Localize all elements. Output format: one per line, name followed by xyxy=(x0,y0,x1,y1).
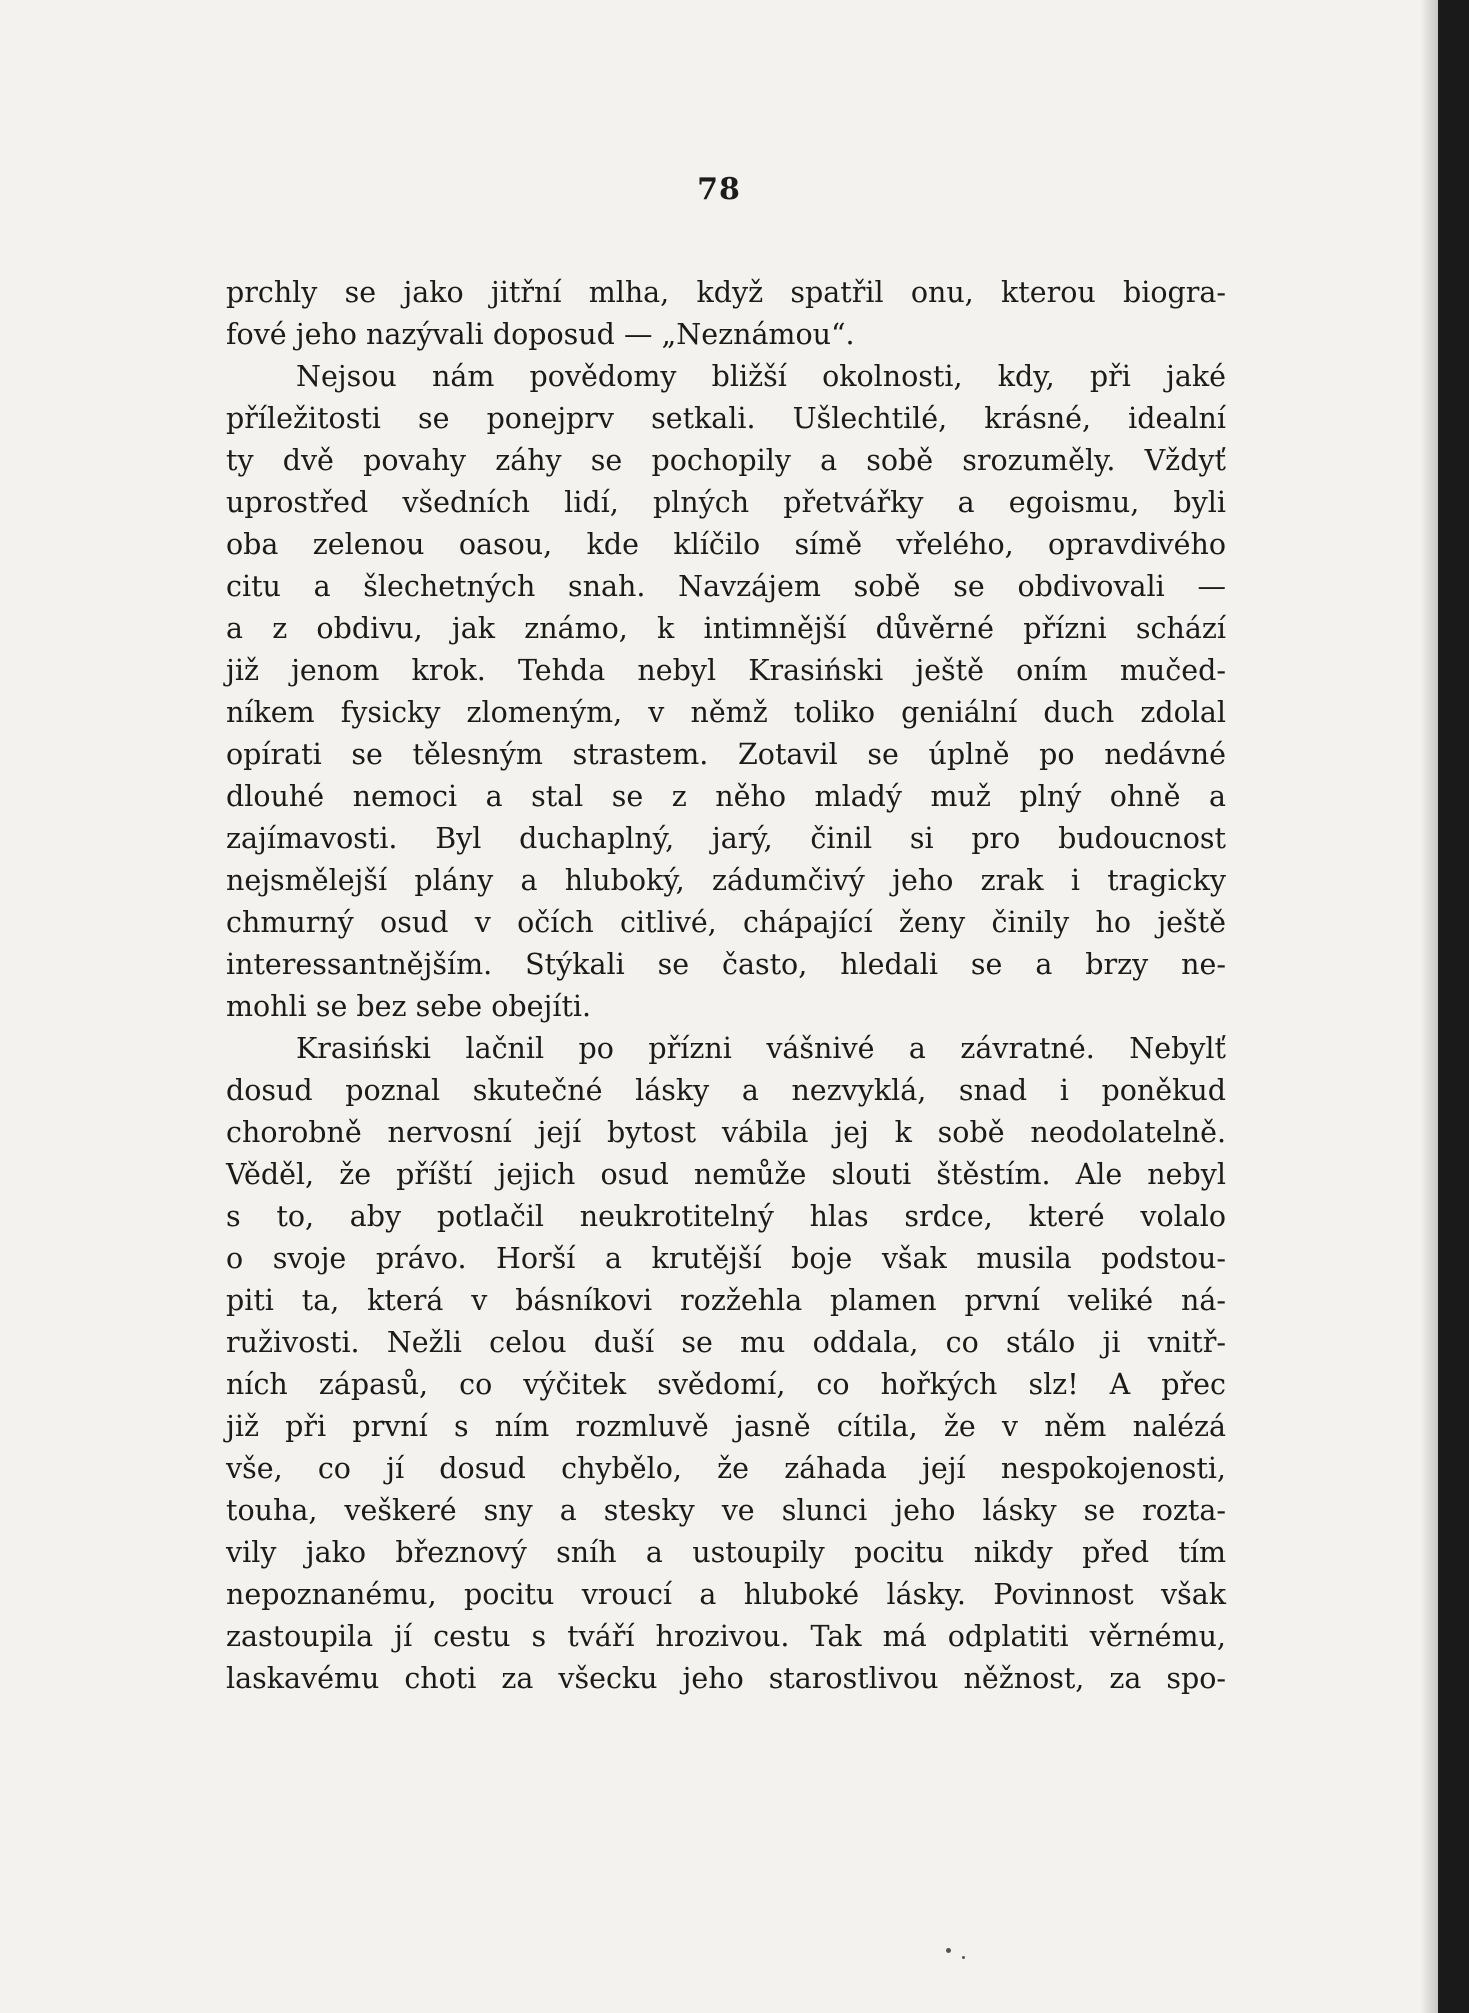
text-line: Věděl, že příští jejich osud nemůže slouti štěstím. Ale nebyl xyxy=(226,1158,1226,1191)
text-line: laskavému choti za všecku jeho starostlivou něžnost, za spo- xyxy=(226,1662,1226,1695)
text-line: s to, aby potlačil neukrotitelný hlas srdce, které volalo xyxy=(226,1200,1226,1233)
print-speck xyxy=(946,1948,951,1953)
print-speck xyxy=(962,1956,965,1959)
text-line: příležitosti se ponejprv setkali. Ušlechtilé, krásné, idealní xyxy=(226,402,1226,435)
page-number: 78 xyxy=(697,172,741,207)
text-line: zastoupila jí cestu s tváří hrozivou. Tak má odplatiti věrnému, xyxy=(226,1620,1226,1653)
text-line: uprostřed všedních lidí, plných přetvářky a egoismu, byli xyxy=(226,486,1226,519)
text-line: ních zápasů, co výčitek svědomí, co hořkých slz! A přec xyxy=(226,1368,1226,1401)
text-line: opírati se tělesným strastem. Zotavil se úplně po nedávné xyxy=(226,738,1226,771)
text-line: citu a šlechetných snah. Navzájem sobě se obdivovali — xyxy=(226,570,1226,603)
text-line: chmurný osud v očích citlivé, chápající ženy činily ho ještě xyxy=(226,906,1226,939)
text-line: dosud poznal skutečné lásky a nezvyklá, snad i poněkud xyxy=(226,1074,1226,1107)
text-line: interessantnějším. Stýkali se často, hledali se a brzy ne- xyxy=(226,948,1226,981)
text-line: a z obdivu, jak známo, k intimnější důvěrné přízni schází xyxy=(226,612,1226,645)
text-line: vše, co jí dosud chybělo, že záhada její nespokojenosti, xyxy=(226,1452,1226,1485)
text-line: ty dvě povahy záhy se pochopily a sobě srozuměly. Vždyť xyxy=(226,444,1226,477)
text-line: fové jeho nazývali doposud — „Neznámou“. xyxy=(226,318,855,351)
text-line: piti ta, která v básníkovi rozžehla plamen první veliké ná- xyxy=(226,1284,1226,1317)
text-line: mohli se bez sebe obejíti. xyxy=(226,990,592,1023)
page-edge-shadow xyxy=(1420,0,1438,2013)
text-line: již jenom krok. Tehda nebyl Krasiński ještě oním mučed- xyxy=(226,654,1226,687)
text-line: prchly se jako jitřní mlha, když spatřil onu, kterou biogra- xyxy=(226,276,1226,309)
text-line: chorobně nervosní její bytost vábila jej k sobě neodolatelně. xyxy=(226,1116,1226,1149)
text-line: ruživosti. Nežli celou duší se mu oddala, co stálo ji vnitř- xyxy=(226,1326,1226,1359)
text-line: dlouhé nemoci a stal se z něho mladý muž plný ohně a xyxy=(226,780,1226,813)
text-line: oba zelenou oasou, kde klíčilo símě vřelého, opravdivého xyxy=(226,528,1226,561)
text-line: již při první s ním rozmluvě jasně cítila, že v něm nalézá xyxy=(226,1410,1226,1443)
text-line: vily jako březnový sníh a ustoupily pocitu nikdy před tím xyxy=(226,1536,1226,1569)
body-text xyxy=(226,272,1226,1700)
text-line: Nejsou nám povědomy bližší okolnosti, kdy, při jaké xyxy=(296,360,1226,393)
text-line: nepoznanému, pocitu vroucí a hluboké lásky. Povinnost však xyxy=(226,1578,1226,1611)
text-line: Krasiński lačnil po přízni vášnivé a závratné. Nebylť xyxy=(296,1032,1226,1065)
text-line: zajímavosti. Byl duchaplný, jarý, činil si pro budoucnost xyxy=(226,822,1226,855)
text-line: o svoje právo. Horší a krutější boje však musila podstou- xyxy=(226,1242,1226,1275)
text-line: touha, veškeré sny a stesky ve slunci jeho lásky se rozta- xyxy=(226,1494,1226,1527)
text-line: níkem fysicky zlomeným, v němž toliko geniální duch zdolal xyxy=(226,696,1226,729)
text-line: nejsmělejší plány a hluboký, zádumčivý jeho zrak i tragicky xyxy=(226,864,1226,897)
